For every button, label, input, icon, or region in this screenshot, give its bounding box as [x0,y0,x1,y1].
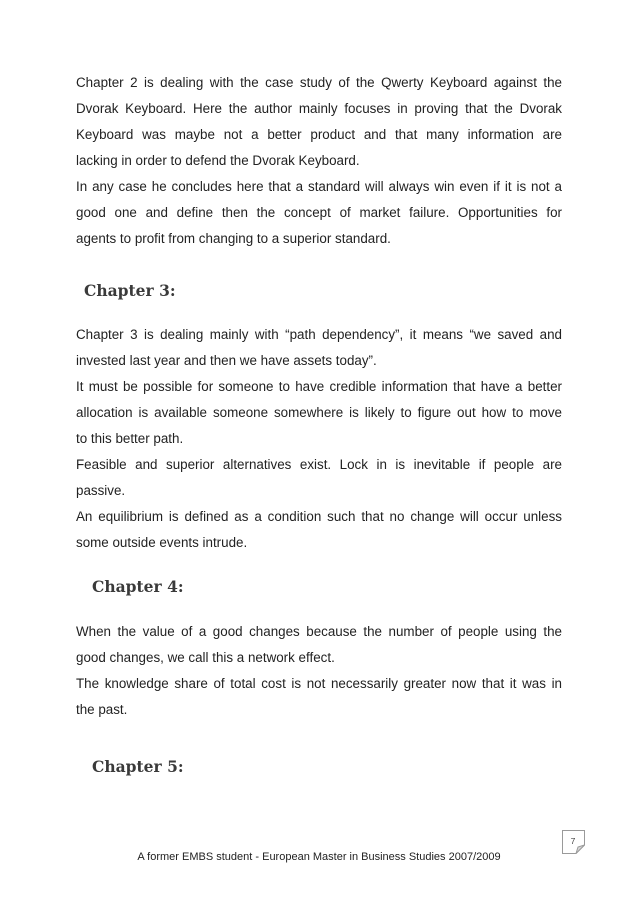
text-line: passive. [76,483,126,498]
text-line: good one and define then the concept of market failure. Opportunities for [76,205,562,220]
text-line: Dvorak Keyboard. Here the author mainly focuses in proving that the Dvorak [76,101,562,116]
text-line: lacking in order to defend the Dvorak Keyboard. [76,153,360,168]
chapter-2-paragraph [76,70,562,252]
text-line: When the value of a good changes because the number of people using the [76,624,562,639]
chapter-4-paragraph [76,619,562,723]
text-line: Feasible and superior alternatives exist. Lock in is inevitable if people are [76,457,562,472]
page-footer: A former EMBS student - European Master in Business Studies 2007/2009 [137,851,501,863]
text-line: Chapter 2 is dealing with the case study of the Qwerty Keyboard against the [76,75,562,90]
chapter-3-paragraph [76,322,562,556]
chapter-5-heading: Chapter 5: [92,757,184,776]
text-line: the past. [76,702,128,717]
text-line: It must be possible for someone to have credible information that have a better [76,379,562,394]
page-number: 7 [570,836,576,846]
text-line: The knowledge share of total cost is not necessarily greater now that it was in [76,676,562,691]
text-line: In any case he concludes here that a standard will always win even if it is not a [76,179,562,194]
text-line: Chapter 3 is dealing mainly with “path dependency”, it means “we saved and [76,327,562,342]
text-line: to this better path. [76,431,184,446]
text-line: agents to profit from changing to a superior standard. [76,231,391,246]
text-line: An equilibrium is defined as a condition such that no change will occur unless [76,509,562,524]
text-line: invested last year and then we have assets today”. [76,353,377,368]
text-line: some outside events intrude. [76,535,248,550]
text-line: allocation is available someone somewhere is likely to figure out how to move [76,405,562,420]
chapter-3-heading: Chapter 3: [84,281,176,300]
text-line: good changes, we call this a network effect. [76,650,335,665]
chapter-4-heading: Chapter 4: [92,577,184,596]
text-line: Keyboard was maybe not a better product and that many information are [76,127,562,142]
